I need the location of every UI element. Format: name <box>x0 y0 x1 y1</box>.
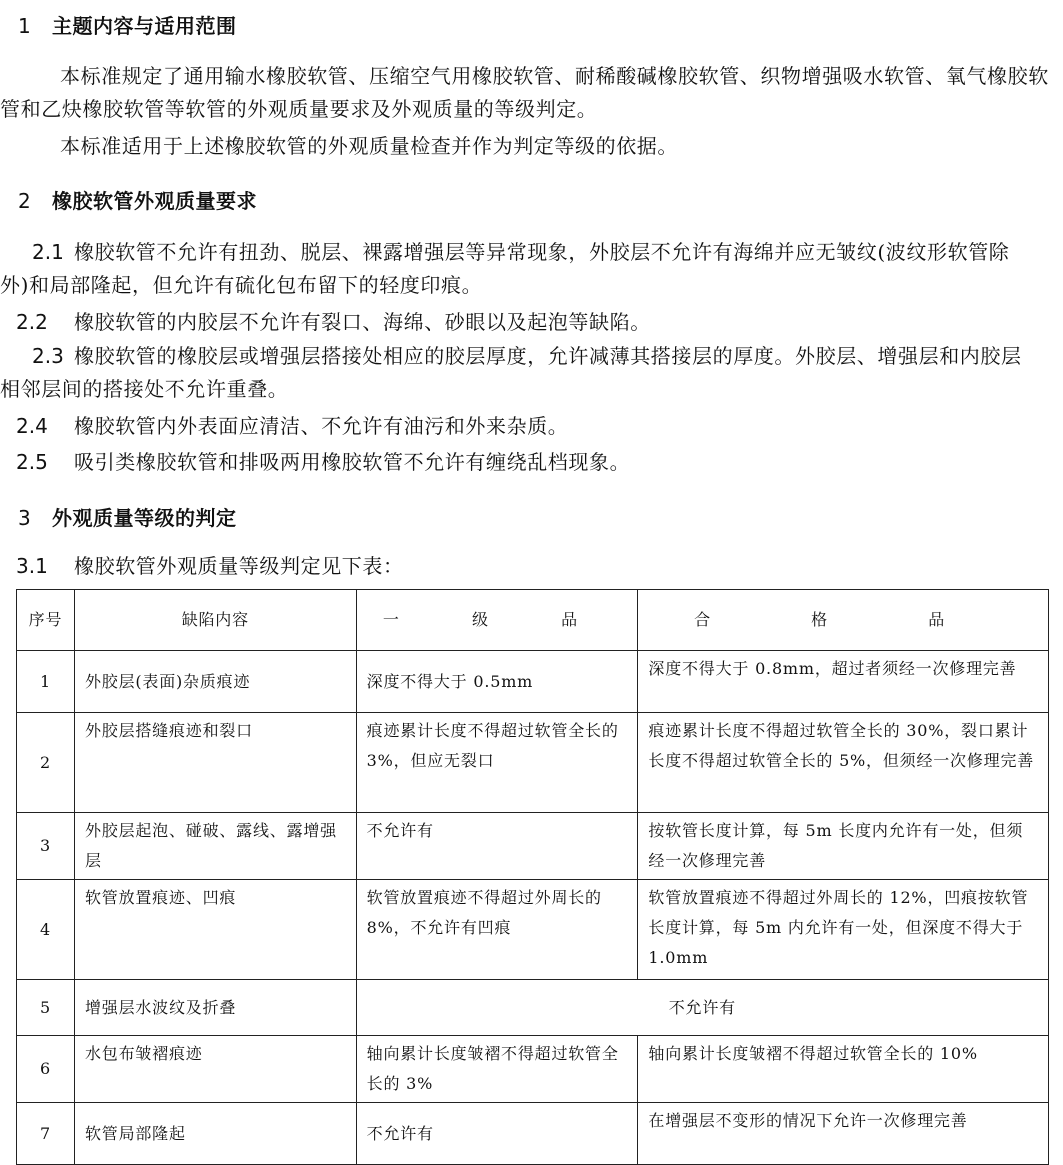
row-number: 7 <box>17 1103 75 1165</box>
section-1-paragraph-2: 本标准适用于上述橡胶软管的外观质量检查并作为判定等级的依据。 <box>60 134 678 158</box>
clause-text: 橡胶软管外观质量等级判定见下表： <box>74 554 404 578</box>
section-2-number: 2 <box>18 189 32 213</box>
row-number: 1 <box>17 651 75 713</box>
section-1-paragraph-1: 本标准规定了通用输水橡胶软管、压缩空气用橡胶软管、耐稀酸碱橡胶软管、织物增强吸水软管、氧气橡胶软管和乙炔橡胶软管等软管的外观质量要求及外观质量的等级判定。 <box>0 64 1049 121</box>
row-first-grade: 痕迹累计长度不得超过软管全长的 3%，但应无裂口 <box>356 713 638 813</box>
clause-text: 橡胶软管的内胶层不允许有裂口、海绵、砂眼以及起泡等缺陷。 <box>74 310 651 334</box>
clause-text: 橡胶软管的橡胶层或增强层搭接处相应的胶层厚度，允许减薄其搭接层的厚度。外胶层、增强层和内胶层相邻层间的搭接处不允许重叠。 <box>0 344 1022 401</box>
table-row <box>17 1036 1049 1103</box>
section-3-title: 外观质量等级的判定 <box>52 506 237 530</box>
section-3-number: 3 <box>18 506 32 530</box>
row-first-grade: 轴向累计长度皱褶不得超过软管全长的 3% <box>356 1036 638 1103</box>
header-defect: 缺陷内容 <box>74 590 356 651</box>
row-defect: 外胶层起泡、碰破、露线、露增强层 <box>74 813 356 880</box>
row-first-grade: 软管放置痕迹不得超过外周长的 8%，不允许有凹痕 <box>356 880 638 980</box>
row-merged-requirement: 不允许有 <box>356 980 1048 1036</box>
clause-3-1 <box>16 550 1046 583</box>
row-number: 4 <box>17 880 75 980</box>
clause-number: 2.5 <box>16 450 48 474</box>
section-1-number: 1 <box>18 14 32 38</box>
table-row <box>17 980 1049 1036</box>
table-row <box>17 713 1049 813</box>
clause-2-5 <box>16 446 1046 479</box>
row-qualified: 软管放置痕迹不得超过外周长的 12%，凹痕按软管长度计算，每 5m 内允许有一处，但深度不得大于 1.0mm <box>638 880 1049 980</box>
header-no: 序号 <box>17 590 75 651</box>
row-defect: 软管局部隆起 <box>74 1103 356 1165</box>
row-first-grade: 不允许有 <box>356 813 638 880</box>
clause-2-1 <box>0 236 1030 302</box>
section-2-title: 橡胶软管外观质量要求 <box>52 189 257 213</box>
header-first-grade: 一 级 品 <box>356 590 638 651</box>
clause-2-4 <box>16 410 1046 443</box>
section-2-heading <box>18 185 257 214</box>
row-defect: 水包布皱褶痕迹 <box>74 1036 356 1103</box>
row-defect: 外胶层搭缝痕迹和裂口 <box>74 713 356 813</box>
row-defect: 外胶层(表面)杂质痕迹 <box>74 651 356 713</box>
clause-number: 3.1 <box>16 554 48 578</box>
table-row <box>17 813 1049 880</box>
row-number: 6 <box>17 1036 75 1103</box>
clause-number: 2.2 <box>16 310 48 334</box>
row-defect: 增强层水波纹及折叠 <box>74 980 356 1036</box>
clause-text: 吸引类橡胶软管和排吸两用橡胶软管不允许有缠绕乱档现象。 <box>74 450 631 474</box>
row-defect: 软管放置痕迹、凹痕 <box>74 880 356 980</box>
header-qualified: 合 格 品 <box>638 590 1049 651</box>
clause-number: 2.4 <box>16 414 48 438</box>
clause-2-3 <box>0 340 1030 406</box>
row-qualified: 在增强层不变形的情况下允许一次修理完善 <box>638 1103 1049 1165</box>
clause-number: 2.3 <box>32 344 64 368</box>
row-qualified: 按软管长度计算，每 5m 长度内允许有一处，但须经一次修理完善 <box>638 813 1049 880</box>
section-1-title: 主题内容与适用范围 <box>52 14 237 38</box>
row-first-grade: 深度不得大于 0.5mm <box>356 651 638 713</box>
table-row <box>17 1103 1049 1165</box>
section-3-heading <box>18 502 237 531</box>
clause-text: 橡胶软管内外表面应清洁、不允许有油污和外来杂质。 <box>74 414 569 438</box>
section-1-heading <box>18 10 237 39</box>
row-qualified: 深度不得大于 0.8mm，超过者须经一次修理完善 <box>638 651 1049 713</box>
row-qualified: 痕迹累计长度不得超过软管全长的 30%，裂口累计长度不得超过软管全长的 5%，但须经一次修理完善 <box>638 713 1049 813</box>
clause-2-2 <box>16 306 1046 339</box>
table-row <box>17 651 1049 713</box>
row-number: 2 <box>17 713 75 813</box>
row-number: 5 <box>17 980 75 1036</box>
grade-table <box>16 589 1049 1165</box>
table-header-row <box>17 590 1049 651</box>
clause-number: 2.1 <box>32 240 64 264</box>
row-number: 3 <box>17 813 75 880</box>
row-first-grade: 不允许有 <box>356 1103 638 1165</box>
table-row <box>17 880 1049 980</box>
clause-text: 橡胶软管不允许有扭劲、脱层、裸露增强层等异常现象，外胶层不允许有海绵并应无皱纹(波纹形软管除外)和局部隆起，但允许有硫化包布留下的轻度印痕。 <box>0 240 1010 297</box>
row-qualified: 轴向累计长度皱褶不得超过软管全长的 10% <box>638 1036 1049 1103</box>
